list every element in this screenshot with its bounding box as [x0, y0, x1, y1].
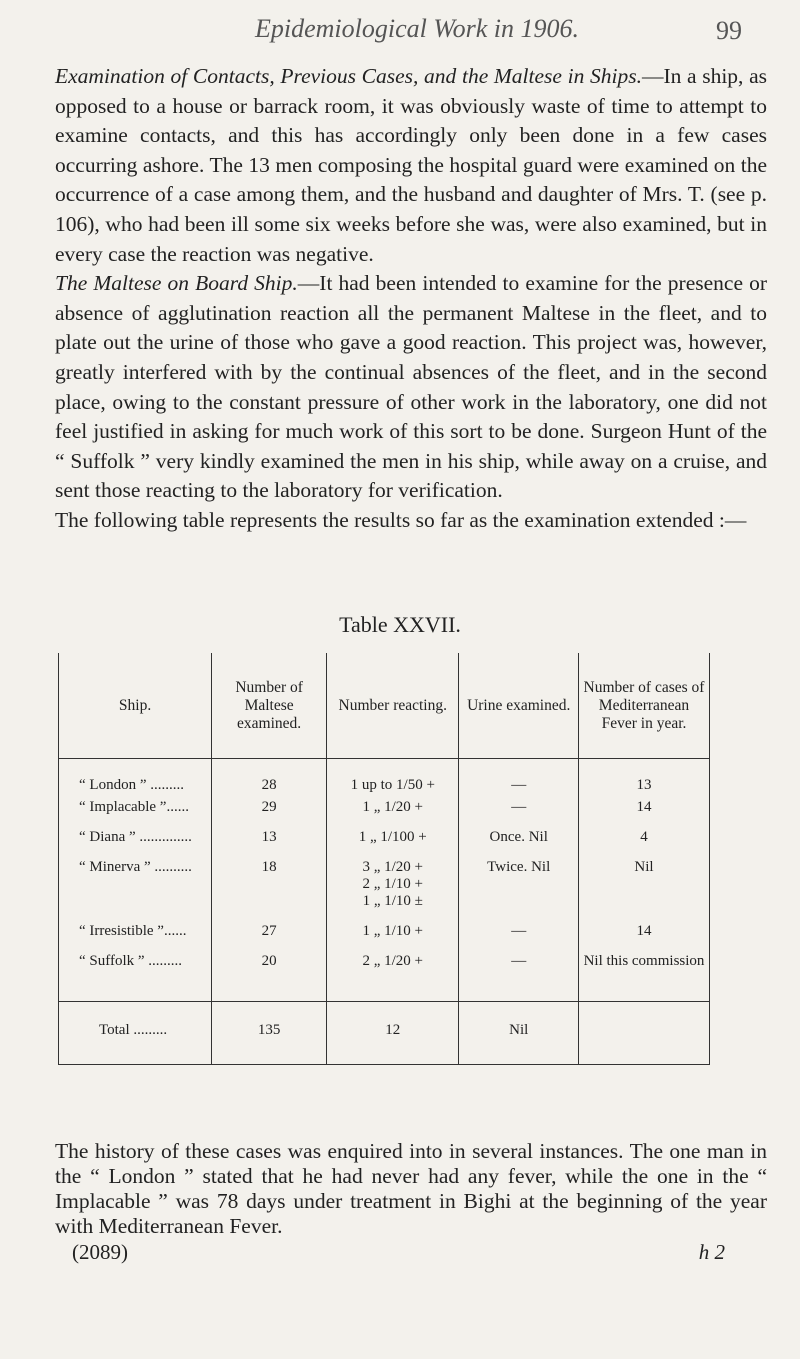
- cell-total-label: Total .........: [59, 1002, 212, 1065]
- table-title: Table XXVII.: [339, 612, 461, 637]
- cell-urine: —: [459, 953, 579, 1002]
- cell-examined: 13: [212, 829, 327, 859]
- paragraph-heading: Examination of Contacts, Previous Cases, and the Maltese in Ships.: [55, 64, 642, 88]
- table-total-row: [59, 1002, 710, 1065]
- table-row: [59, 759, 710, 800]
- cell-examined: 29: [212, 799, 327, 829]
- header-examined: Number of Maltese examined.: [212, 653, 327, 759]
- closing-paragraph: [55, 1139, 767, 1239]
- paragraph-heading: The Maltese on Board Ship.: [55, 271, 298, 296]
- cell-urine: Once. Nil: [459, 829, 579, 859]
- page-number: 99: [716, 16, 742, 45]
- cell-examined: 18: [212, 859, 327, 923]
- header-cases: Number of cases of Mediterranean Fever in year.: [578, 653, 709, 759]
- paragraph-table-intro: [55, 506, 767, 536]
- header-ship: Ship.: [59, 653, 212, 759]
- cell-ship: “ Irresistible ”......: [59, 923, 212, 953]
- running-title: Epidemiological Work in 1906.: [255, 14, 580, 43]
- cell-examined: 27: [212, 923, 327, 953]
- header-urine: Urine examined.: [459, 653, 579, 759]
- cell-reacting: 1 „ 1/100 +: [327, 829, 459, 859]
- cell-reacting: 1 „ 1/20 +: [327, 799, 459, 829]
- closing-text: The history of these cases was enquired into in several instances. The one man in the “ London ” stated that he had never had any fever, while the one in the “ Implacable ” was 78 days under treatment in Bighi at the beginning of the year with Mediterranean Fever.: [55, 1139, 767, 1238]
- paragraph-text: —In a ship, as opposed to a house or barrack room, it was obviously waste of time to attempt to examine contacts, and this has accordingly only been done in a few cases occurring ashore. The 13 men composing the hospital guard were examined on the occurrence of a case among them, and the husband and daughter of Mrs. T. (see p. 106), who had been ill some six weeks before she was, were also examined, but in every case the reaction was negative.: [55, 64, 767, 266]
- table-row: [59, 799, 710, 829]
- sheet-mark: h 2: [698, 1240, 725, 1264]
- paragraph-text: —It had been intended to examine for the presence or absence of agglutination reaction all the permanent Maltese in the fleet, and to plate out the urine of those who gave a good reaction. This project was, however, greatly interfered with by the continual absences of the fleet, and in the second place, owing to the constant pressure of other work in the laboratory, one did not feel justified in asking for much work of this sort to be done. Surgeon Hunt of the “ Suffolk ” very kindly examined the men in his ship, while away on a cruise, and sent those reacting to the laboratory for verification.: [55, 271, 767, 503]
- cell-cases: 13: [578, 759, 709, 800]
- cell-cases: 14: [578, 923, 709, 953]
- table-row: [59, 953, 710, 1002]
- cell-ship: “ London ” .........: [59, 759, 212, 800]
- cell-reacting: 1 „ 1/10 +: [327, 923, 459, 953]
- table-row: [59, 859, 710, 923]
- table-header-row: [59, 653, 710, 759]
- cell-ship: “ Suffolk ” .........: [59, 953, 212, 1002]
- cell-cases: 14: [578, 799, 709, 829]
- cell-ship: “ Implacable ”......: [59, 799, 212, 829]
- table-row: [59, 829, 710, 859]
- paragraph-text: The following table represents the results so far as the examination extended :—: [55, 507, 747, 532]
- paragraph-contacts: [55, 62, 767, 269]
- cell-urine: Twice. Nil: [459, 859, 579, 923]
- cell-total-reacting: 12: [327, 1002, 459, 1065]
- cell-ship: “ Diana ” ..............: [59, 829, 212, 859]
- page-header: [0, 14, 800, 54]
- cell-examined: 20: [212, 953, 327, 1002]
- header-reacting: Number reacting.: [327, 653, 459, 759]
- cell-reacting: 2 „ 1/20 +: [327, 953, 459, 1002]
- cell-urine: —: [459, 759, 579, 800]
- cell-cases: Nil: [578, 859, 709, 923]
- cell-examined: 28: [212, 759, 327, 800]
- results-table: [58, 653, 710, 1065]
- cell-urine: —: [459, 923, 579, 953]
- cell-total-urine: Nil: [459, 1002, 579, 1065]
- cell-cases: 4: [578, 829, 709, 859]
- paragraph-maltese: [55, 269, 767, 506]
- cell-urine: —: [459, 799, 579, 829]
- body-text: [55, 62, 767, 536]
- cell-reacting: 1 up to 1/50 +: [327, 759, 459, 800]
- cell-total-examined: 135: [212, 1002, 327, 1065]
- printer-signature: (2089): [72, 1240, 128, 1264]
- cell-cases: Nil this commission: [578, 953, 709, 1002]
- table-row: [59, 923, 710, 953]
- cell-reacting: 3 „ 1/20 + 2 „ 1/10 + 1 „ 1/10 ±: [327, 859, 459, 923]
- cell-total-cases: [578, 1002, 709, 1065]
- cell-ship: “ Minerva ” ..........: [59, 859, 212, 923]
